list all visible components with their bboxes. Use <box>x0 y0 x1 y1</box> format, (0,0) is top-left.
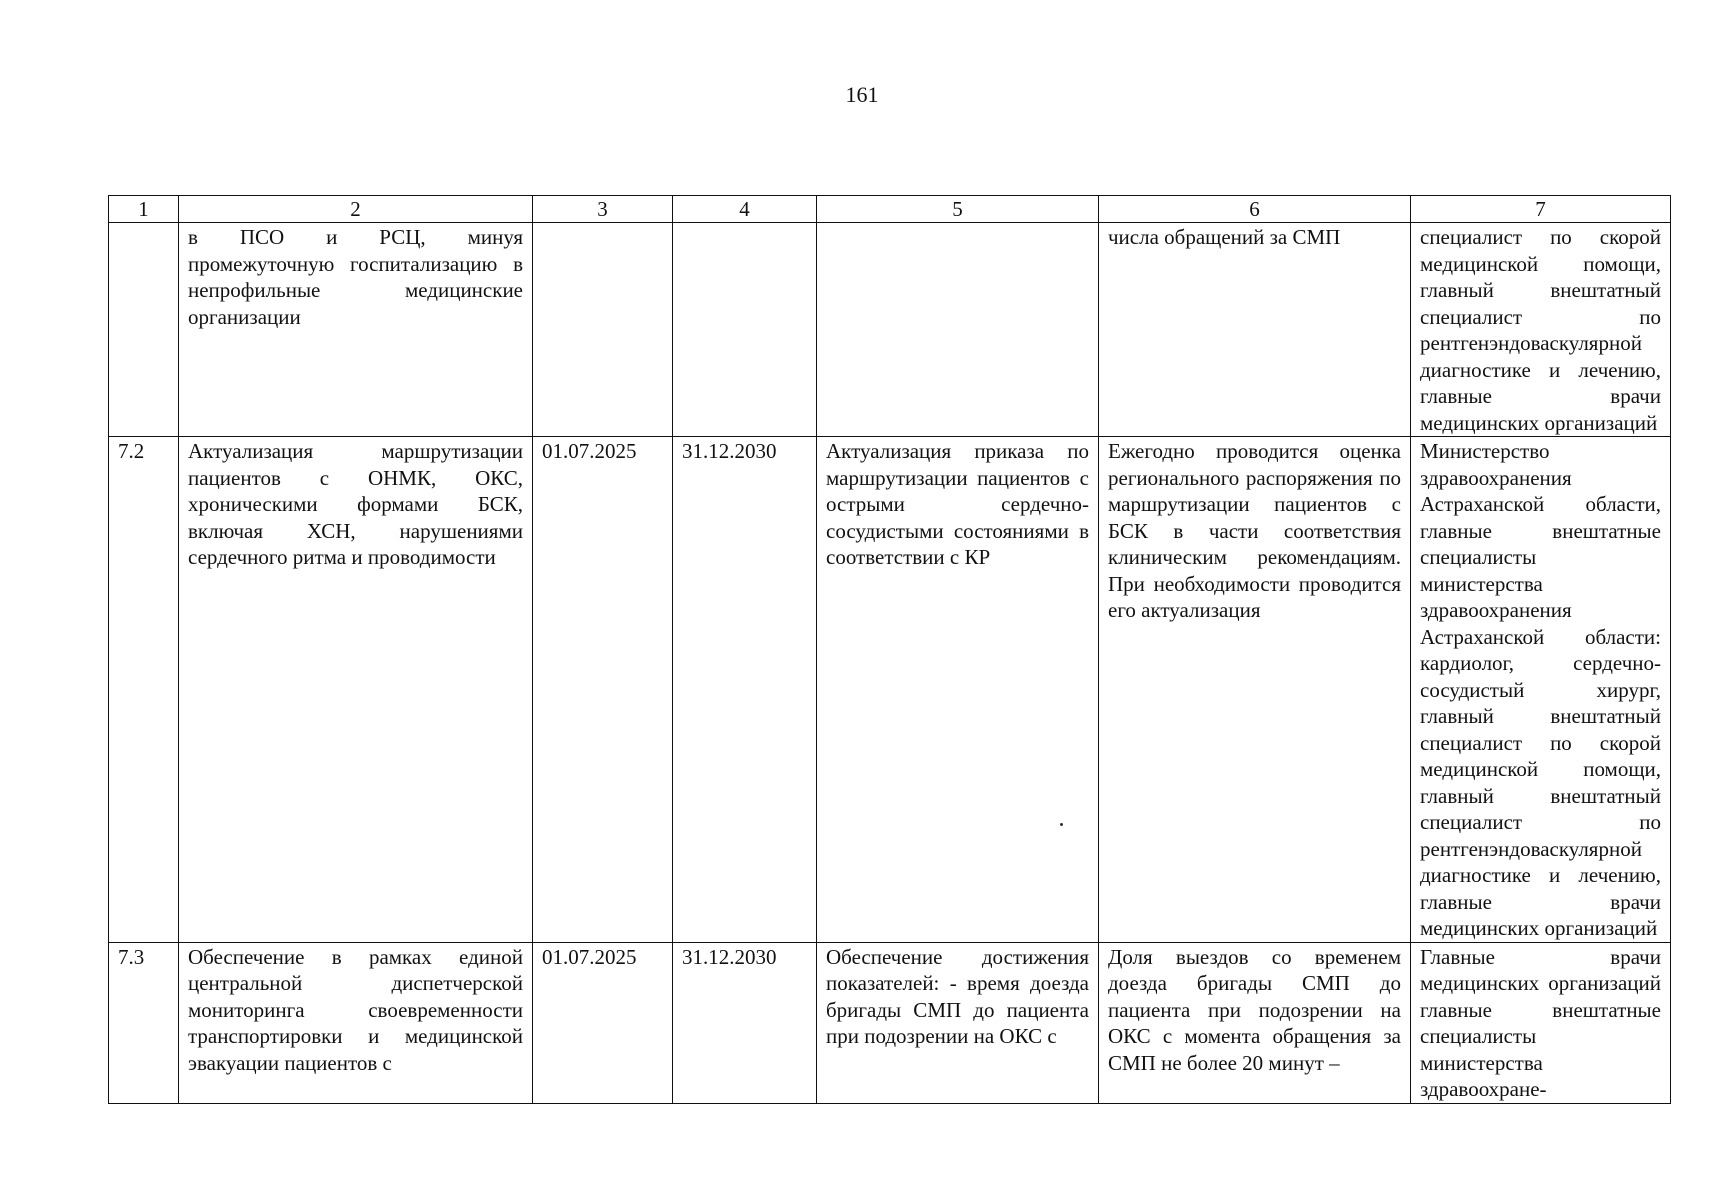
table-row <box>109 942 1671 1103</box>
header-col-2: 2 <box>179 196 533 223</box>
cell-num: 7.2 <box>109 437 179 943</box>
page-number: 161 <box>845 82 879 107</box>
header-col-5: 5 <box>817 196 1099 223</box>
cell-num: 7.3 <box>109 942 179 1103</box>
cell-responsible: специалист по скорой медицинской помощи, главный внештатный специалист по рентгенэндоваскулярной диагностике и лечению, главные врачи медицинских организаций <box>1411 223 1671 437</box>
cell-end-date: 31.12.2030 <box>673 942 817 1103</box>
table-row <box>109 223 1671 437</box>
cell-indicator: Ежегодно проводится оценка регионального распоряжения по маршрутизации пациентов с БСК в части соответствия клиническим рекомендациям. При необходимости проводится его актуализация <box>1099 437 1411 943</box>
cell-num <box>109 223 179 437</box>
plan-table <box>108 195 1671 1104</box>
header-row <box>109 196 1671 223</box>
cell-start-date: 01.07.2025 <box>533 942 673 1103</box>
cell-start-date <box>533 223 673 437</box>
header-col-1: 1 <box>109 196 179 223</box>
cell-indicator: Доля выездов со временем доезда бригады СМП до пациента при подозрении на ОКС с момента обращения за СМП не более 20 минут – <box>1099 942 1411 1103</box>
table-row <box>109 437 1671 943</box>
cell-end-date: 31.12.2030 <box>673 437 817 943</box>
cell-start-date: 01.07.2025 <box>533 437 673 943</box>
cell-measure: Актуализация маршрутизации пациентов с ОНМК, ОКС, хроническими формами БСК, включая ХСН, нарушениями сердечного ритма и проводимости <box>179 437 533 943</box>
cell-measure: Обеспечение в рамках единой центральной диспетчерской мониторинга своевременности транспортировки и медицинской эвакуации пациентов с <box>179 942 533 1103</box>
cell-result <box>817 223 1099 437</box>
cell-measure: в ПСО и РСЦ, минуя промежуточную госпитализацию в непрофильные медицинские организации <box>179 223 533 437</box>
cell-responsible: Министерство здравоохранения Астраханской области, главные внештатные специалисты министерства здравоохранения Астраханской области: кардиолог, сердечно-сосудистый хирург, главный внештатный специалист по скорой медицинской помощи, главный внештатный специалист по рентгенэндоваскулярной диагностике и лечению, главные врачи медицинских организаций <box>1411 437 1671 943</box>
header-col-7: 7 <box>1411 196 1671 223</box>
cell-end-date <box>673 223 817 437</box>
cell-responsible: Главные врачи медицинских организаций главные внештатные специалисты министерства здравоохране- <box>1411 942 1671 1103</box>
header-col-6: 6 <box>1099 196 1411 223</box>
header-col-4: 4 <box>673 196 817 223</box>
cell-result: Актуализация приказа по маршрутизации пациентов с острыми сердечно-сосудистыми состояниями в соответствии с КР <box>817 437 1099 943</box>
cell-result: Обеспечение достижения показателей: - время доезда бригады СМП до пациента при подозрении на ОКС с <box>817 942 1099 1103</box>
cell-indicator: числа обращений за СМП <box>1099 223 1411 437</box>
scan-speck <box>1060 823 1063 826</box>
header-col-3: 3 <box>533 196 673 223</box>
